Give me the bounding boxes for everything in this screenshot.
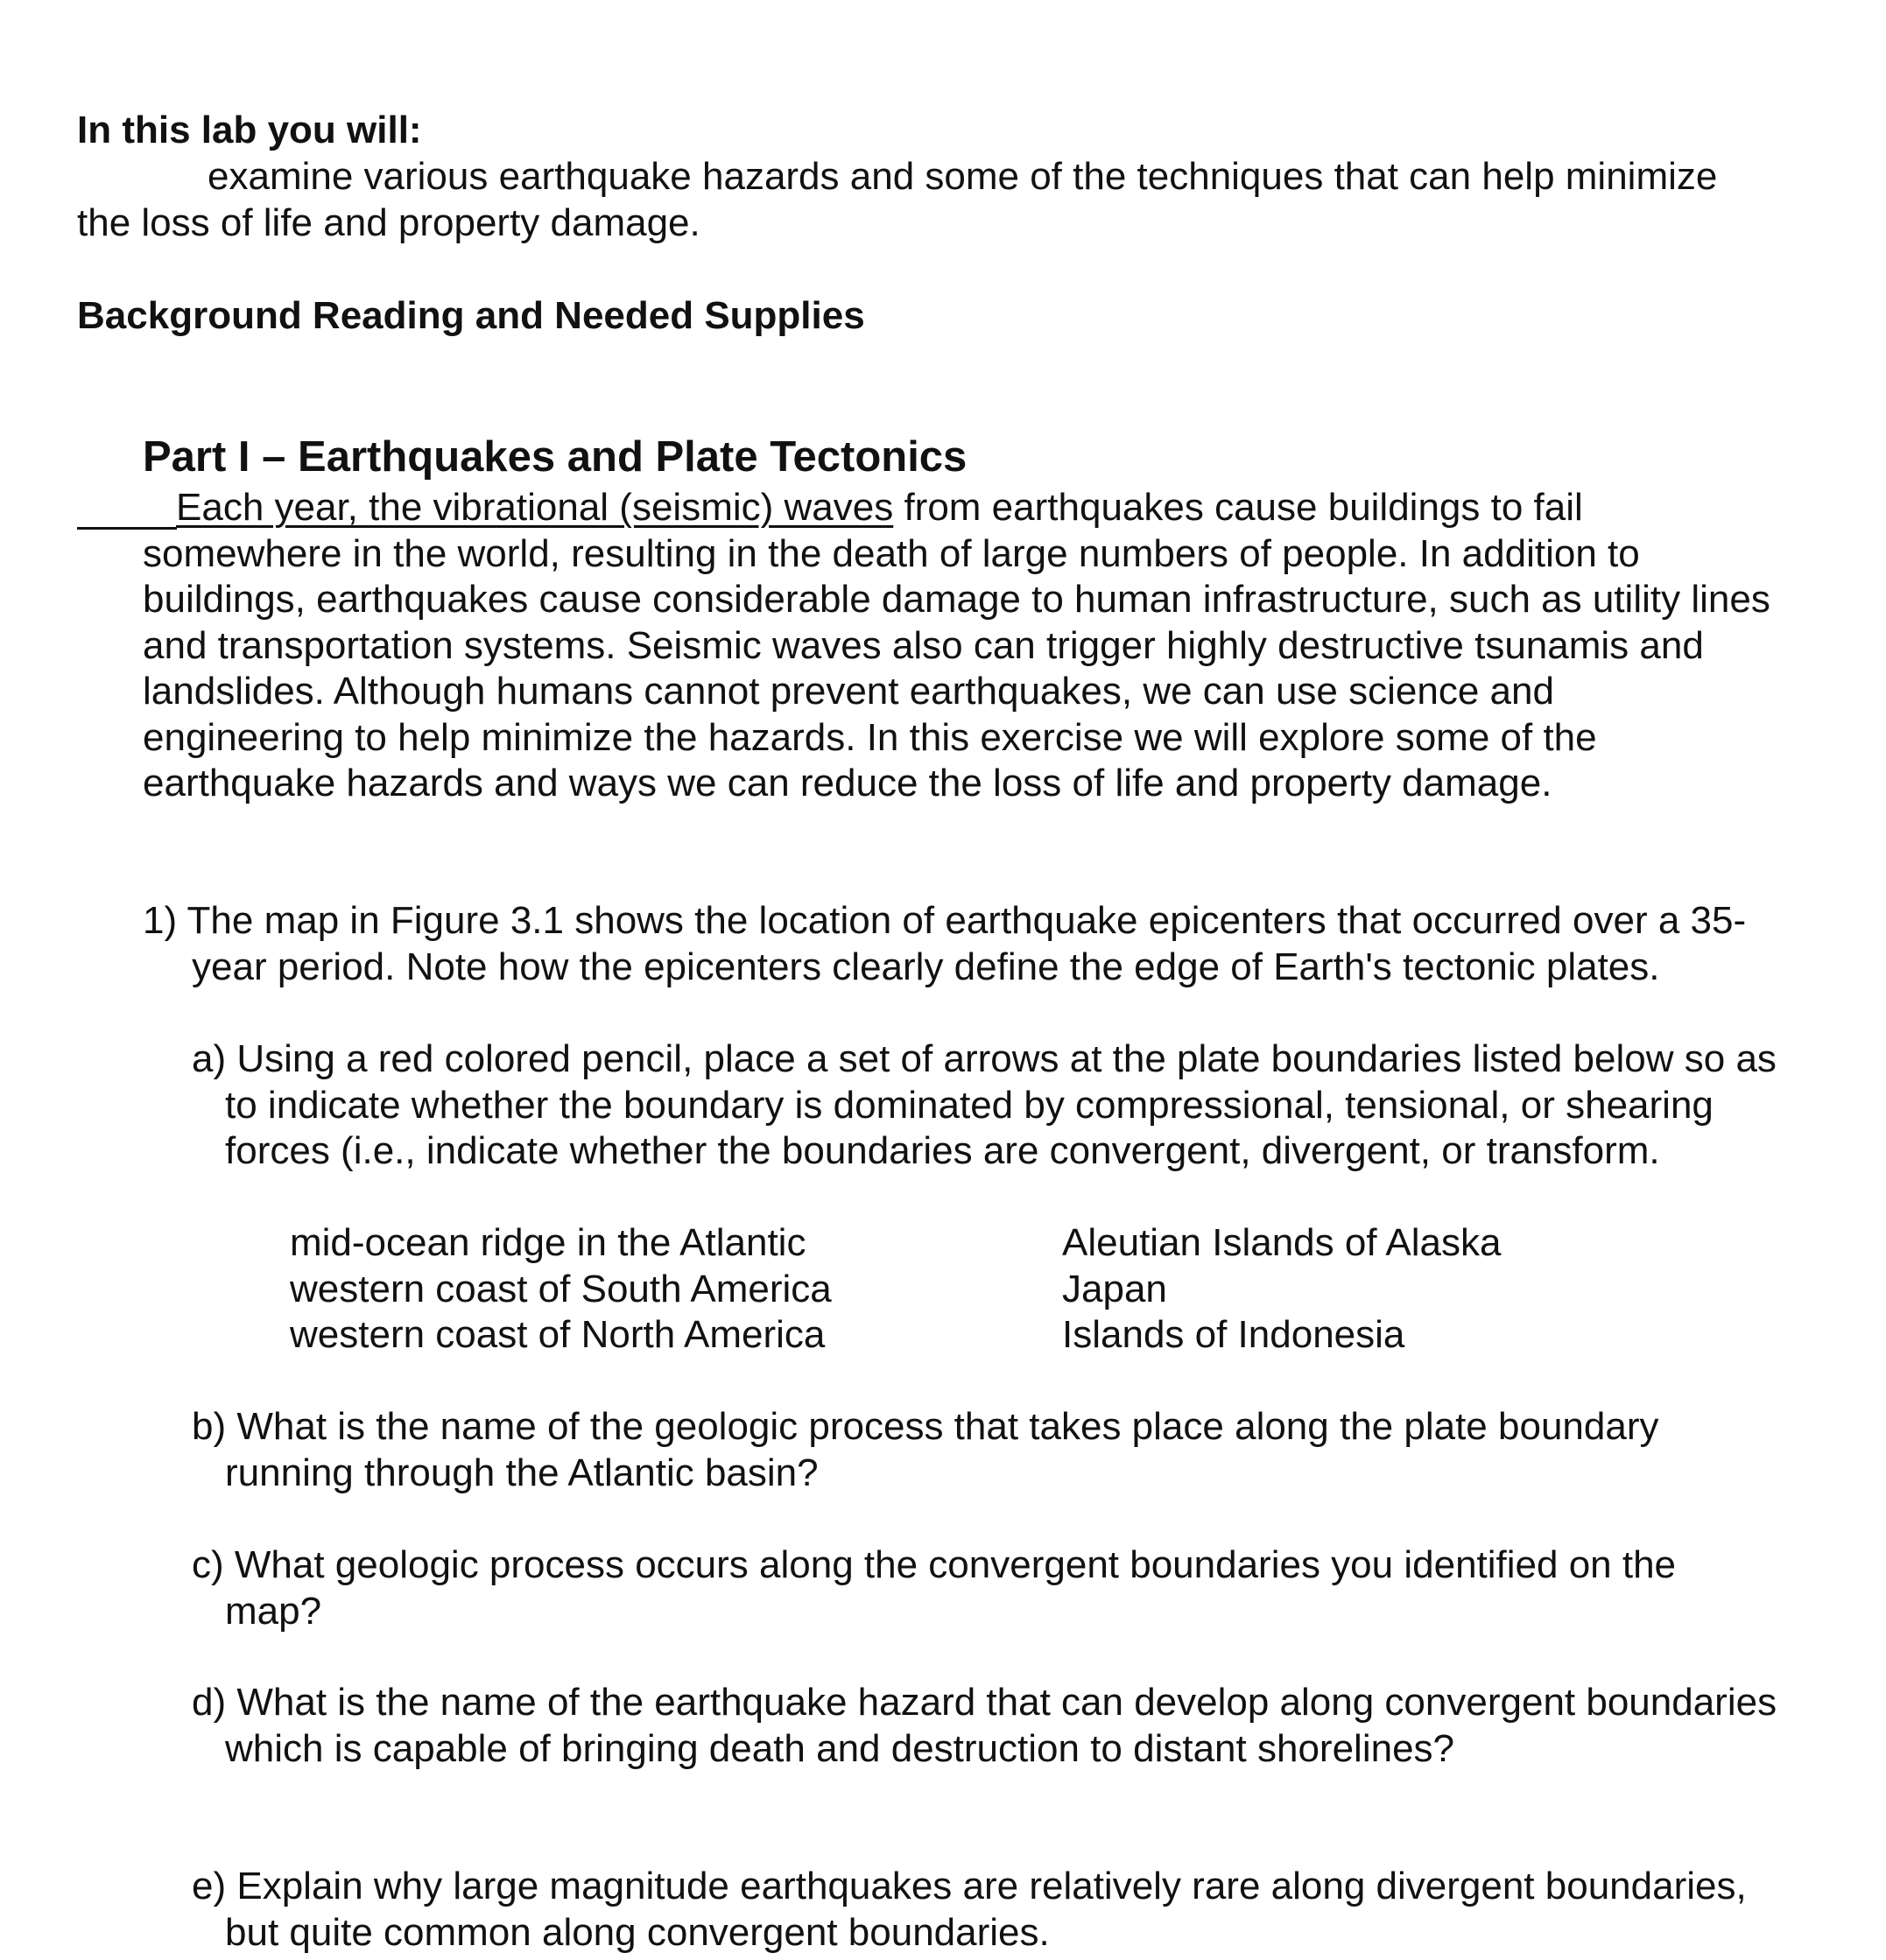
intro-line-2: the loss of life and property damage.: [77, 200, 700, 244]
part1-paragraph-line-1: [143, 485, 1770, 531]
part1-paragraph-line: landslides. Although humans cannot prevent earthquakes, we can use science and: [143, 670, 1554, 713]
part1-paragraph: [143, 485, 1770, 807]
question-1c-line-1: c) What geologic process occurs along the convergent boundaries you identified on the: [192, 1543, 1677, 1586]
location-item: western coast of North America: [290, 1313, 826, 1356]
background-heading: Background Reading and Needed Supplies: [77, 294, 865, 337]
location-item: Japan: [1062, 1267, 1167, 1310]
question-1b-line-2: running through the Atlantic basin?: [225, 1451, 819, 1494]
question-1a-line-1: a) Using a red colored pencil, place a set of arrows at the plate boundaries listed below so as: [192, 1037, 1777, 1080]
part1-paragraph-line: buildings, earthquakes cause considerable damage to human infrastructure, such as utility lines: [143, 578, 1770, 621]
location-item: western coast of South America: [290, 1267, 832, 1310]
part1-underlined-phrase: Each year, the vibrational (seismic) waves: [176, 486, 894, 529]
question-1-line-2: year period. Note how the epicenters clearly define the edge of Earth's tectonic plates.: [192, 945, 1660, 988]
question-1a-line-3: forces (i.e., indicate whether the boundaries are convergent, divergent, or transform.: [225, 1129, 1660, 1172]
question-1: [143, 898, 1746, 990]
question-1d: [192, 1680, 1777, 1772]
question-1d-line-2: which is capable of bringing death and destruction to distant shorelines?: [225, 1726, 1455, 1770]
question-1e: [192, 1864, 1747, 1956]
question-1a-line-2: to indicate whether the boundary is dominated by compressional, tensional, or shearing: [225, 1083, 1714, 1127]
location-item: mid-ocean ridge in the Atlantic: [290, 1221, 806, 1264]
question-1-line-1: 1) The map in Figure 3.1 shows the location of earthquake epicenters that occurred over a 35-: [143, 899, 1747, 942]
part1-paragraph-line: earthquake hazards and ways we can reduce the loss of life and property damage.: [143, 762, 1552, 804]
question-1b: [192, 1404, 1658, 1496]
question-1c-line-2: map?: [225, 1589, 322, 1633]
question-1c: [192, 1542, 1676, 1634]
locations-right-list: [1062, 1220, 1501, 1359]
locations-left-list: [290, 1220, 832, 1359]
part1-line1-rest: from earthquakes cause buildings to fail: [893, 486, 1583, 529]
intro-heading: In this lab you will:: [77, 109, 422, 151]
location-item: Islands of Indonesia: [1062, 1313, 1405, 1356]
part1-paragraph-line: engineering to help minimize the hazards. In this exercise we will explore some of the: [143, 715, 1597, 759]
question-1b-line-1: b) What is the name of the geologic process that takes place along the plate boundary: [192, 1405, 1659, 1448]
question-1e-line-2: but quite common along convergent boundaries.: [225, 1910, 1050, 1954]
question-1d-line-1: d) What is the name of the earthquake hazard that can develop along convergent boundaries: [192, 1681, 1777, 1724]
part1-paragraph-line: somewhere in the world, resulting in the death of large numbers of people. In addition to: [143, 531, 1640, 575]
intro-text: [77, 154, 1717, 246]
question-1a: [192, 1036, 1777, 1175]
question-1e-line-1: e) Explain why large magnitude earthquakes are relatively rare along divergent boundaries,: [192, 1865, 1747, 1907]
location-item: Aleutian Islands of Alaska: [1062, 1221, 1502, 1264]
intro-line-1: examine various earthquake hazards and some of the techniques that can help minimize: [208, 155, 1718, 198]
part1-title: Part I – Earthquakes and Plate Tectonics: [143, 433, 968, 481]
part1-paragraph-line: and transportation systems. Seismic waves also can trigger highly destructive tsunamis and: [143, 623, 1704, 667]
